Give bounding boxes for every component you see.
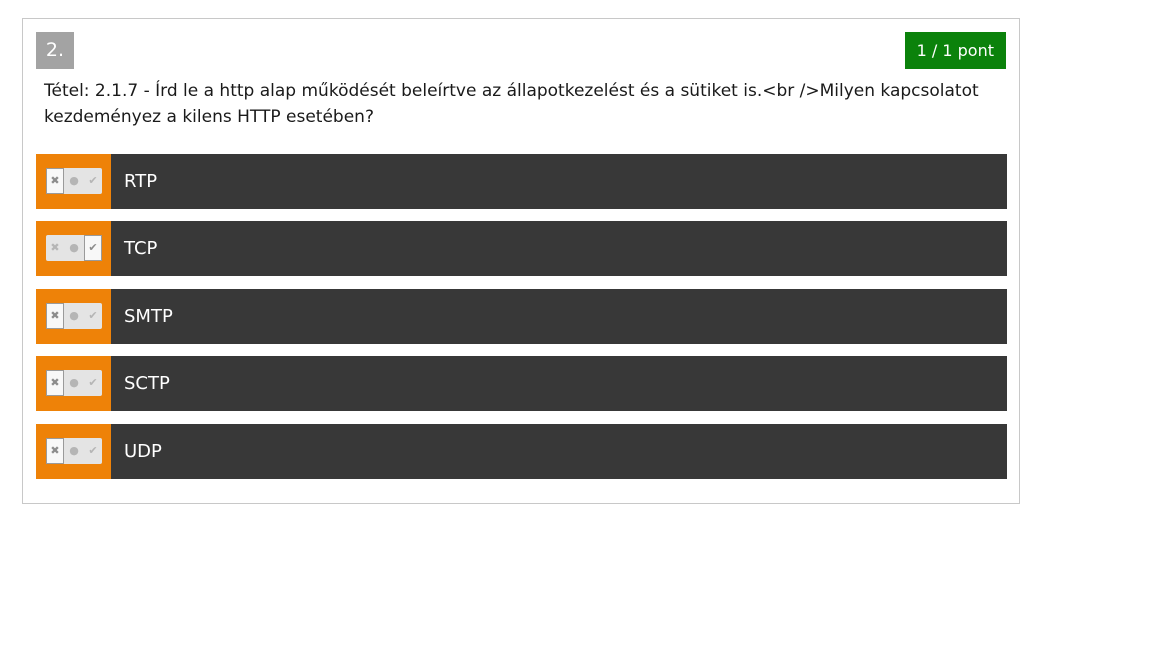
answer-option-label: RTP <box>124 171 158 192</box>
answer-option-sctp[interactable] <box>36 356 1007 411</box>
check-icon[interactable]: ✔ <box>84 235 102 261</box>
dot-icon[interactable]: ● <box>69 444 79 457</box>
answer-selector <box>36 356 111 411</box>
x-mark-icon[interactable]: ✖ <box>46 370 64 396</box>
answer-option-smtp[interactable] <box>36 289 1007 344</box>
dot-icon[interactable]: ● <box>69 376 79 389</box>
answer-selector <box>36 289 111 344</box>
tri-state-toggle[interactable] <box>46 303 102 329</box>
check-icon[interactable]: ✔ <box>88 309 98 322</box>
answer-option-label: UDP <box>124 441 162 462</box>
answer-selector <box>36 424 111 479</box>
check-icon[interactable]: ✔ <box>88 444 98 457</box>
check-icon[interactable]: ✔ <box>88 174 98 187</box>
answer-selector <box>36 221 111 276</box>
answer-selector <box>36 154 111 209</box>
x-mark-icon[interactable]: ✖ <box>46 168 64 194</box>
dot-icon[interactable]: ● <box>69 174 79 187</box>
question-text: Tétel: 2.1.7 - Írd le a http alap működését beleírtve az állapotkezelést és a sütiket is.<br />Milyen kapcsolatot kezdeményez a kilens HTTP esetében? <box>44 81 979 127</box>
dot-icon[interactable]: ● <box>69 241 79 254</box>
tri-state-toggle[interactable] <box>46 168 102 194</box>
answer-option-label: SMTP <box>124 306 173 327</box>
answer-option-label: SCTP <box>124 373 170 394</box>
dot-icon[interactable]: ● <box>69 309 79 322</box>
x-mark-icon[interactable]: ✖ <box>46 438 64 464</box>
answer-option-tcp[interactable] <box>36 221 1007 276</box>
tri-state-toggle[interactable] <box>46 438 102 464</box>
check-icon[interactable]: ✔ <box>88 376 98 389</box>
score-badge: 1 / 1 pont <box>905 32 1006 69</box>
tri-state-toggle[interactable] <box>46 370 102 396</box>
answer-option-rtp[interactable] <box>36 154 1007 209</box>
answer-option-udp[interactable] <box>36 424 1007 479</box>
x-mark-icon[interactable]: ✖ <box>50 241 60 254</box>
question-number-badge: 2. <box>36 32 74 69</box>
tri-state-toggle[interactable] <box>46 235 102 261</box>
x-mark-icon[interactable]: ✖ <box>46 303 64 329</box>
question-card <box>22 18 1020 504</box>
answer-option-label: TCP <box>124 238 158 259</box>
